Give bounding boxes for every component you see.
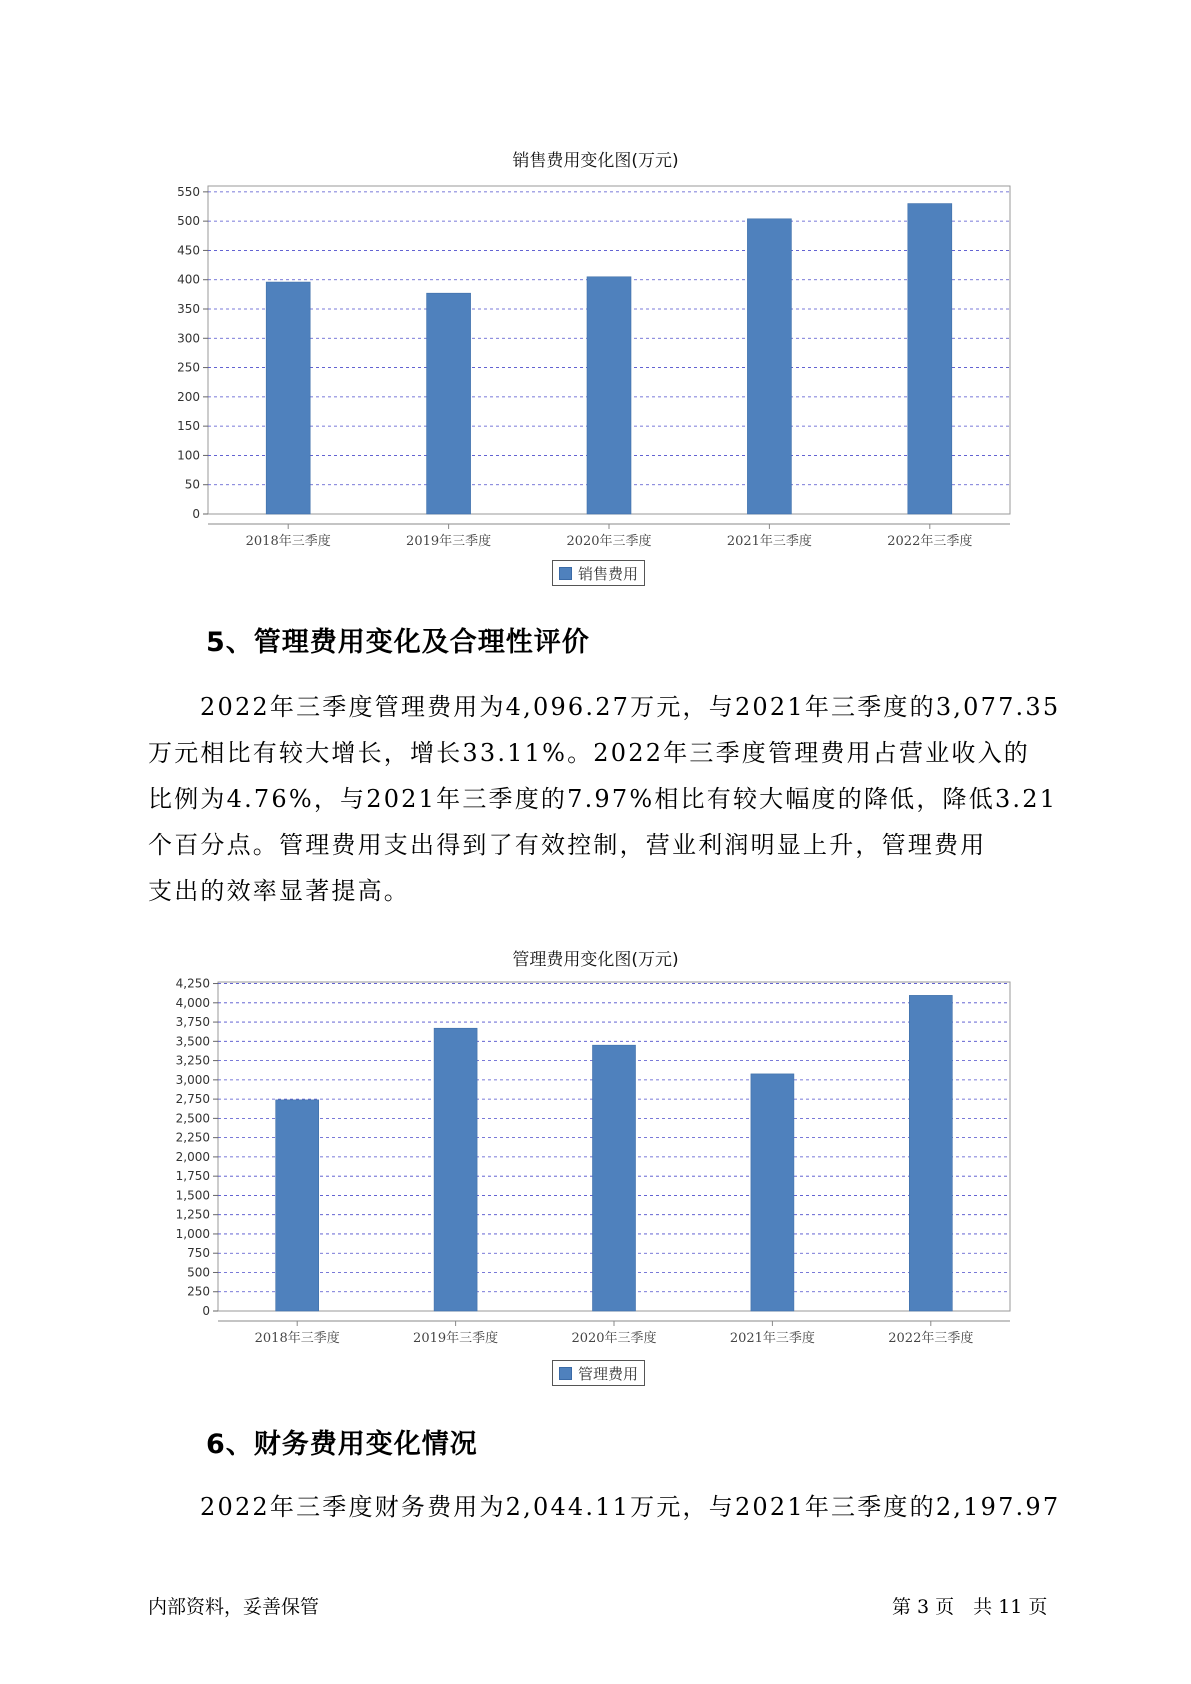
y-tick-label: 0	[202, 1304, 210, 1318]
x-tick-label: 2021年三季度	[726, 534, 812, 549]
paragraph-line: 支出的效率显著提高。	[148, 877, 410, 905]
section-heading: 5、管理费用变化及合理性评价	[206, 627, 590, 658]
footer-page-number: 第 3 页 共 11 页	[892, 1596, 1048, 1618]
bar	[434, 1028, 477, 1311]
y-tick-label: 1,250	[175, 1207, 210, 1222]
y-tick-label: 350	[177, 302, 200, 316]
paragraph-line: 2022年三季度管理费用为4,096.27万元，与2021年三季度的3,077.35	[200, 693, 1061, 721]
y-tick-label: 1,000	[175, 1226, 210, 1241]
paragraph-line: 比例为4.76%，与2021年三季度的7.97%相比有较大幅度的降低，降低3.21	[148, 785, 1058, 813]
y-tick-label: 150	[177, 419, 200, 434]
y-tick-label: 100	[177, 448, 200, 463]
x-tick-label: 2020年三季度	[566, 534, 652, 549]
y-tick-label: 1,750	[175, 1169, 210, 1184]
bar	[909, 995, 952, 1311]
y-tick-label: 450	[177, 243, 200, 258]
section-heading: 6、财务费用变化情况	[206, 1429, 478, 1460]
paragraph-line: 2022年三季度财务费用为2,044.11万元，与2021年三季度的2,197.97	[200, 1493, 1061, 1521]
legend-swatch	[559, 1367, 572, 1380]
y-tick-label: 200	[177, 389, 200, 404]
legend-label: 管理费用	[578, 1364, 639, 1383]
chart-title: 管理费用变化图(万元)	[512, 950, 679, 970]
x-tick-label: 2018年三季度	[245, 534, 331, 549]
y-tick-label: 4,250	[175, 976, 210, 991]
y-tick-label: 400	[177, 272, 200, 287]
chart-legend	[552, 1360, 645, 1386]
bar	[276, 1100, 319, 1311]
paragraph-line: 万元相比有较大增长，增长33.11%。2022年三季度管理费用占营业收入的	[148, 739, 1030, 767]
chart-title: 销售费用变化图(万元)	[512, 151, 679, 171]
y-tick-label: 500	[187, 1265, 210, 1280]
y-tick-label: 0	[192, 507, 200, 521]
x-tick-label: 2020年三季度	[571, 1331, 657, 1346]
bar	[593, 1045, 636, 1311]
y-tick-label: 2,000	[175, 1149, 210, 1164]
x-tick-label: 2018年三季度	[254, 1331, 340, 1346]
y-tick-label: 3,750	[175, 1015, 210, 1030]
y-tick-label: 2,250	[175, 1130, 210, 1145]
x-tick-label: 2022年三季度	[888, 1331, 974, 1346]
x-tick-label: 2019年三季度	[413, 1331, 499, 1346]
y-tick-label: 750	[187, 1246, 210, 1261]
y-tick-label: 3,250	[175, 1053, 210, 1068]
y-tick-label: 250	[187, 1284, 210, 1299]
y-tick-label: 2,750	[175, 1092, 210, 1107]
section6-paragraph	[148, 1484, 1061, 1530]
x-tick-label: 2022年三季度	[887, 534, 973, 549]
legend-label: 销售费用	[578, 564, 639, 583]
y-tick-label: 2,500	[175, 1111, 210, 1126]
y-tick-label: 250	[177, 360, 200, 375]
y-tick-label: 550	[177, 184, 200, 199]
x-tick-label: 2021年三季度	[729, 1331, 815, 1346]
bar	[751, 1074, 794, 1311]
y-tick-label: 50	[184, 477, 200, 492]
y-tick-label: 300	[177, 331, 200, 346]
y-tick-label: 1,500	[175, 1188, 210, 1203]
y-tick-label: 3,000	[175, 1072, 210, 1087]
paragraph-line: 个百分点。管理费用支出得到了有效控制，营业利润明显上升，管理费用	[148, 831, 987, 859]
footer-confidential-note: 内部资料，妥善保管	[148, 1596, 320, 1618]
y-tick-label: 4,000	[175, 995, 210, 1010]
x-tick-label: 2019年三季度	[406, 534, 492, 549]
y-tick-label: 3,500	[175, 1034, 210, 1049]
y-tick-label: 500	[177, 214, 200, 229]
